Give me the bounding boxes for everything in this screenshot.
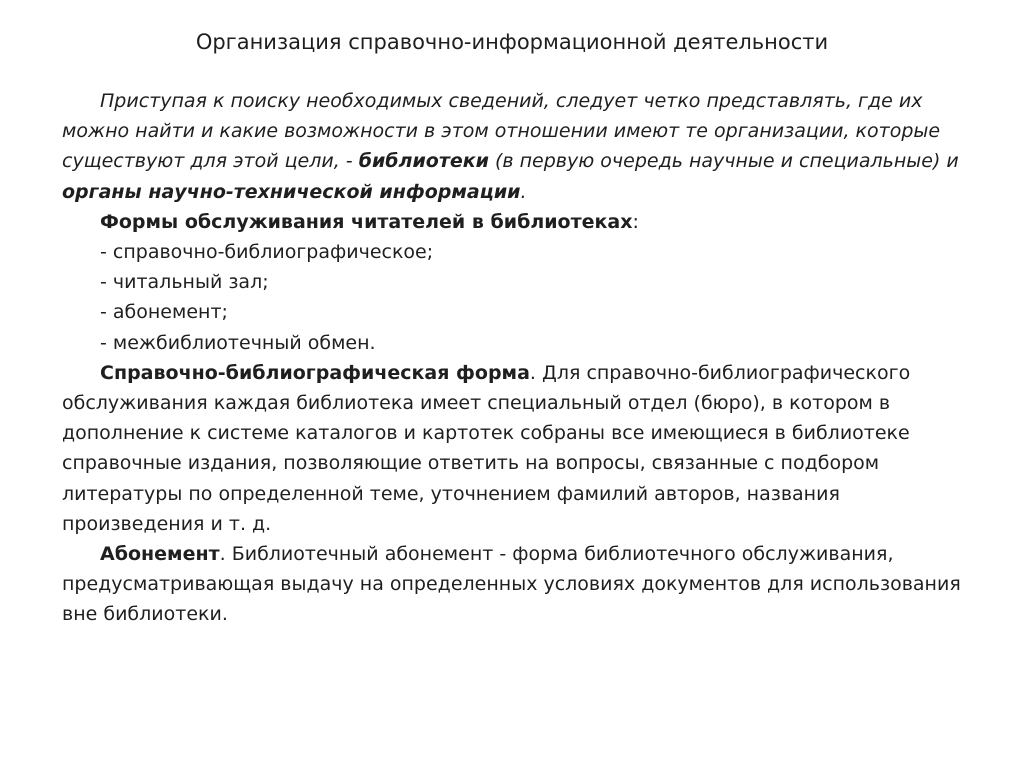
forms-list-item: - читальный зал; (100, 271, 269, 294)
intro-text-1: Приступая к поиску необходимых сведений, следует четко представлять, где их можно найти и какие возможности в этом отношении имеют те организации, которые существуют для этой цели, - (62, 90, 941, 173)
intro-bold-libraries: библиотеки (358, 150, 489, 173)
reference-form-text: . Для справочно-библиографического обслуживания каждая библиотека имеет специальный отдел (бюро), в котором в дополнение к системе каталогов и картотек собраны все имеющиеся в библиотеке справочные издания, позволяющие ответить на вопросы, связанные с подбором литературы по определенной теме, уточнением фамилий авторов, названия произведения и т. д. (62, 361, 911, 535)
document-body (62, 86, 967, 630)
reference-form-bold: Справочно-библиографическая форма (100, 361, 530, 384)
reference-form-paragraph (62, 358, 967, 539)
intro-paragraph (62, 86, 967, 207)
forms-heading-suffix: : (632, 210, 639, 233)
subscription-text: . Библиотечный абонемент - форма библиотечного обслуживания, предусматривающая выдачу на определенных условиях документов для использования вне библиотеки. (62, 543, 961, 626)
subscription-paragraph (62, 539, 967, 630)
subscription-bold: Абонемент (100, 543, 220, 566)
intro-text-2: (в первую очередь научные и специальные) и (488, 150, 959, 173)
forms-list-item: - межбиблиотечный обмен. (100, 331, 376, 354)
forms-heading-bold: Формы обслуживания читателей в библиотеках (100, 210, 633, 233)
forms-list-item: - справочно-библиографическое; (100, 241, 434, 264)
page-title: Организация справочно-информационной деятельности (195, 30, 829, 54)
intro-bold-sti-bodies: органы научно-технической информации (62, 180, 521, 203)
forms-list-item: - абонемент; (100, 301, 228, 324)
forms-heading (62, 207, 967, 237)
intro-text-3: . (520, 180, 527, 203)
